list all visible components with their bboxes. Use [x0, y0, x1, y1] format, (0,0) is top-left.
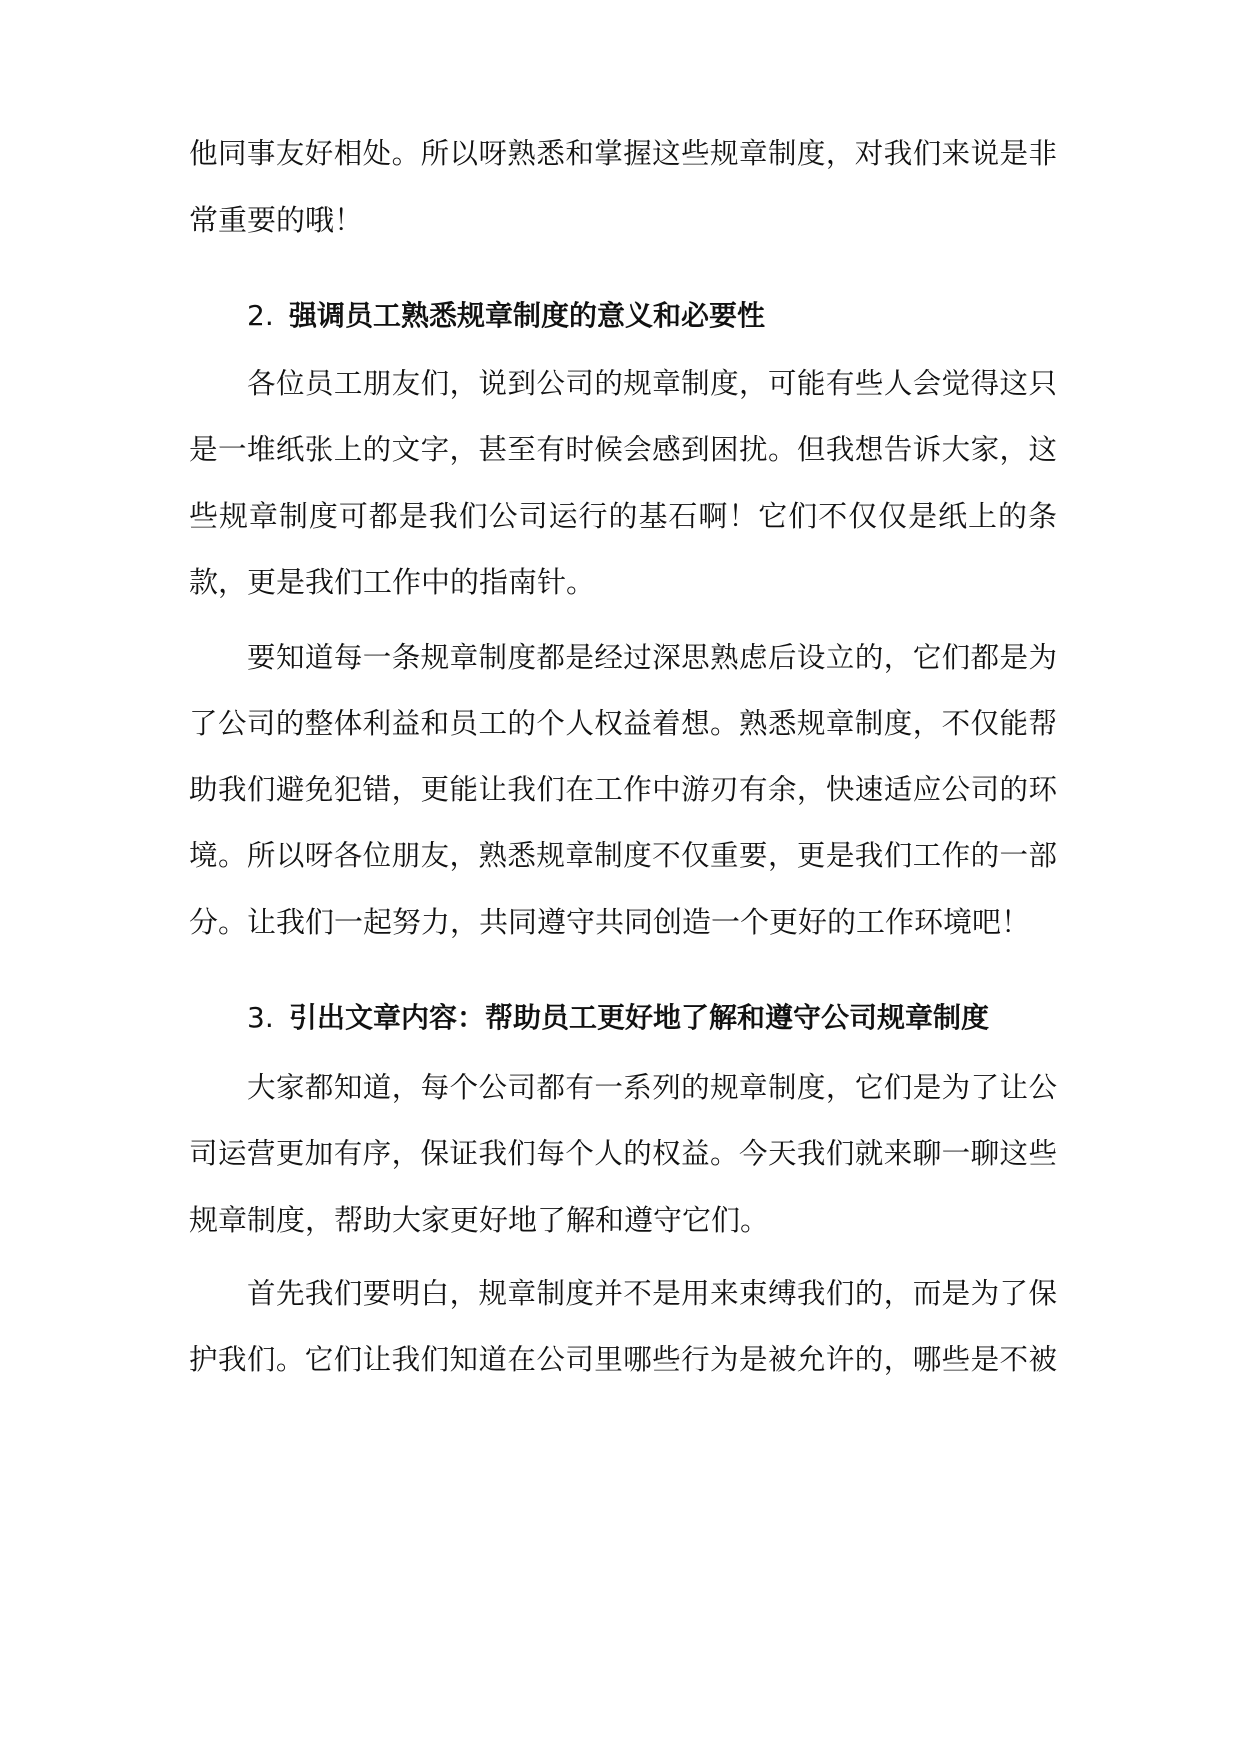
paragraph-line: 他同事友好相处。所以呀熟悉和掌握这些规章制度，对我们来说是非 — [189, 137, 1057, 170]
paragraph-line: 了公司的整体利益和员工的个人权益着想。熟悉规章制度，不仅能帮 — [189, 707, 1057, 740]
paragraph-line: 规章制度，帮助大家更好地了解和遵守它们。 — [189, 1203, 770, 1237]
paragraph-line: 常重要的哦！ — [189, 203, 364, 237]
paragraph-line: 首先我们要明白，规章制度并不是用来束缚我们的，而是为了保 — [247, 1277, 1057, 1310]
paragraph-line: 是一堆纸张上的文字，甚至有时候会感到困扰。但我想告诉大家，这 — [189, 433, 1057, 466]
paragraph-line: 护我们。它们让我们知道在公司里哪些行为是被允许的，哪些是不被 — [189, 1343, 1057, 1376]
section-title: 强调员工熟悉规章制度的意义和必要性 — [289, 299, 766, 332]
section-heading-3 — [247, 996, 989, 1040]
paragraph-line: 助我们避免犯错，更能让我们在工作中游刃有余，快速适应公司的环 — [189, 773, 1057, 806]
paragraph-line: 司运营更加有序，保证我们每个人的权益。今天我们就来聊一聊这些 — [189, 1137, 1057, 1170]
paragraph-line: 分。让我们一起努力，共同遵守共同创造一个更好的工作环境吧！ — [189, 905, 1031, 939]
paragraph-line: 大家都知道，每个公司都有一系列的规章制度，它们是为了让公 — [247, 1071, 1057, 1104]
paragraph-line: 些规章制度可都是我们公司运行的基石啊！它们不仅仅是纸上的条 — [189, 499, 1057, 533]
paragraph-line: 各位员工朋友们，说到公司的规章制度，可能有些人会觉得这只 — [247, 367, 1057, 400]
section-title: 引出文章内容：帮助员工更好地了解和遵守公司规章制度 — [289, 1001, 990, 1034]
section-number: 2. — [247, 299, 274, 332]
paragraph-line: 境。所以呀各位朋友，熟悉规章制度不仅重要，更是我们工作的一部 — [189, 839, 1057, 872]
paragraph-line: 款，更是我们工作中的指南针。 — [189, 565, 596, 599]
section-heading-2 — [247, 294, 765, 338]
paragraph-line: 要知道每一条规章制度都是经过深思熟虑后设立的，它们都是为 — [247, 641, 1057, 674]
section-number: 3. — [247, 1001, 274, 1034]
